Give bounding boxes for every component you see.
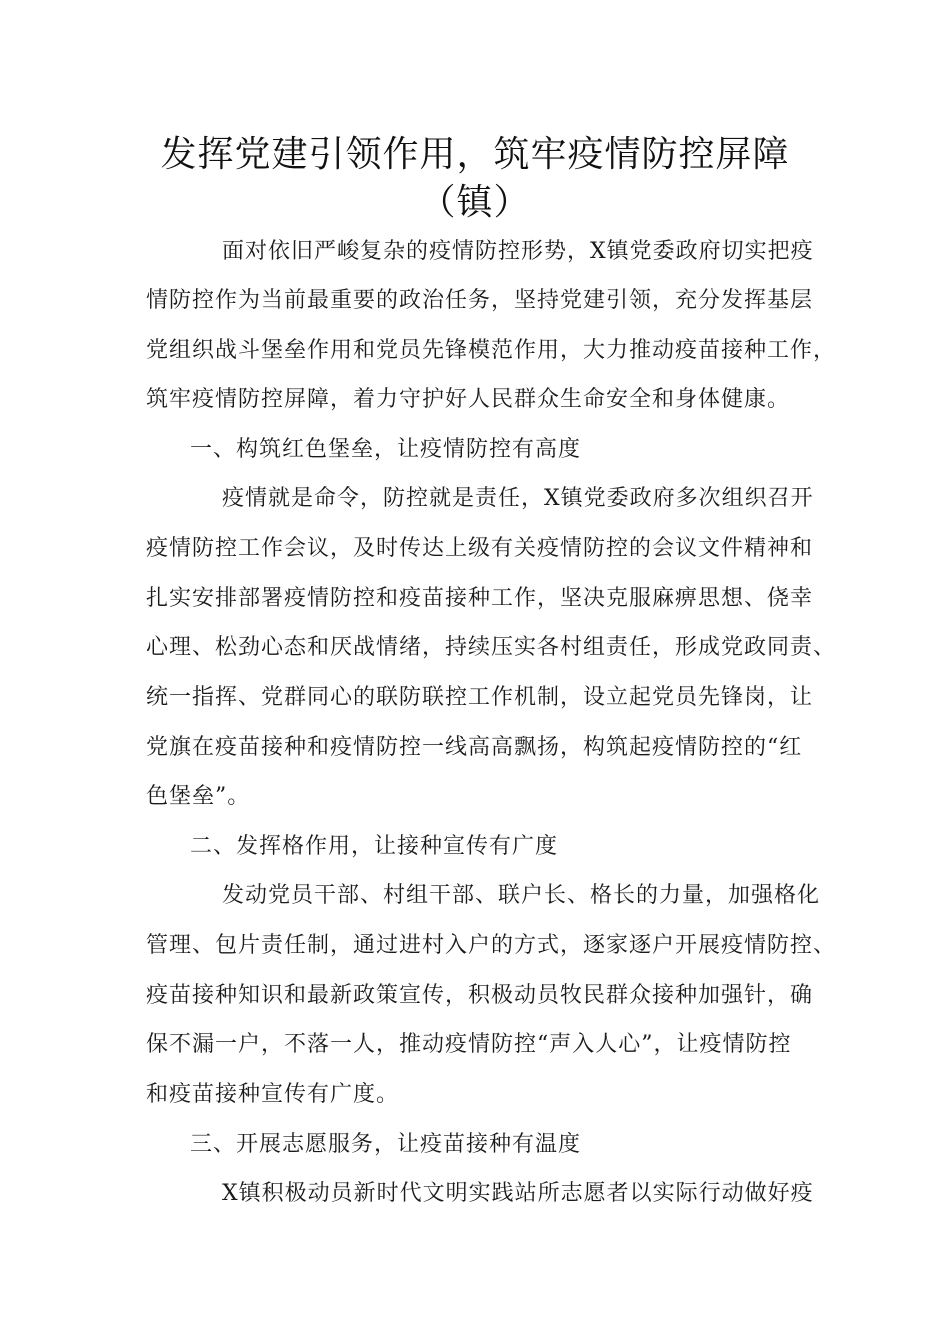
document-subtitle: （镇） (419, 182, 531, 223)
paragraph-line: 和疫苗接种宣传有广度。 (146, 1082, 400, 1107)
paragraph-line: 党旗在疫苗接种和疫情防控一线高高飘扬，构筑起疫情防控的“红 (146, 735, 803, 760)
document-title: 发挥党建引领作用，筑牢疫情防控屏障 (160, 134, 790, 175)
paragraph-line: 色堡垒”。 (146, 784, 251, 809)
paragraph-line: 心理、松劲心态和厌战情绪，持续压实各村组责任，形成党政同责、 (146, 635, 837, 660)
paragraph-line: 疫情防控工作会议，及时传达上级有关疫情防控的会议文件精神和 (146, 536, 814, 561)
paragraph-line: 情防控作为当前最重要的政治任务，坚持党建引领，充分发挥基层 (146, 288, 814, 313)
paragraph-line: 筑牢疫情防控屏障，着力守护好人民群众生命安全和身体健康。 (146, 387, 791, 412)
paragraph-line: 发动党员干部、村组干部、联户长、格长的力量，加强格化 (222, 883, 821, 908)
section-heading: 二、发挥格作用，让接种宣传有广度 (190, 834, 559, 859)
paragraph-line: 疫苗接种知识和最新政策宣传，积极动员牧民群众接种加强针，确 (146, 983, 814, 1008)
section-heading: 一、构筑红色堡垒，让疫情防控有高度 (190, 437, 582, 462)
paragraph-line: 面对依旧严峻复杂的疫情防控形势，X镇党委政府切实把疫 (222, 239, 814, 264)
paragraph-line: 党组织战斗堡垒作用和党员先锋模范作用，大力推动疫苗接种工作， (146, 338, 837, 363)
paragraph-line: X镇积极动员新时代文明实践站所志愿者以实际行动做好疫 (222, 1181, 814, 1206)
paragraph-line: 扎实安排部署疫情防控和疫苗接种工作，坚决克服麻痹思想、侥幸 (146, 586, 814, 611)
section-heading: 三、开展志愿服务，让疫苗接种有温度 (190, 1132, 582, 1157)
paragraph-line: 疫情就是命令，防控就是责任，X镇党委政府多次组织召开 (222, 486, 814, 511)
paragraph-line: 管理、包片责任制，通过进村入户的方式，逐家逐户开展疫情防控、 (146, 933, 837, 958)
paragraph-line: 统一指挥、党群同心的联防联控工作机制，设立起党员先锋岗，让 (146, 685, 814, 710)
paragraph-line: 保不漏一户，不落一人，推动疫情防控“声入人心”，让疫情防控 (146, 1032, 792, 1057)
